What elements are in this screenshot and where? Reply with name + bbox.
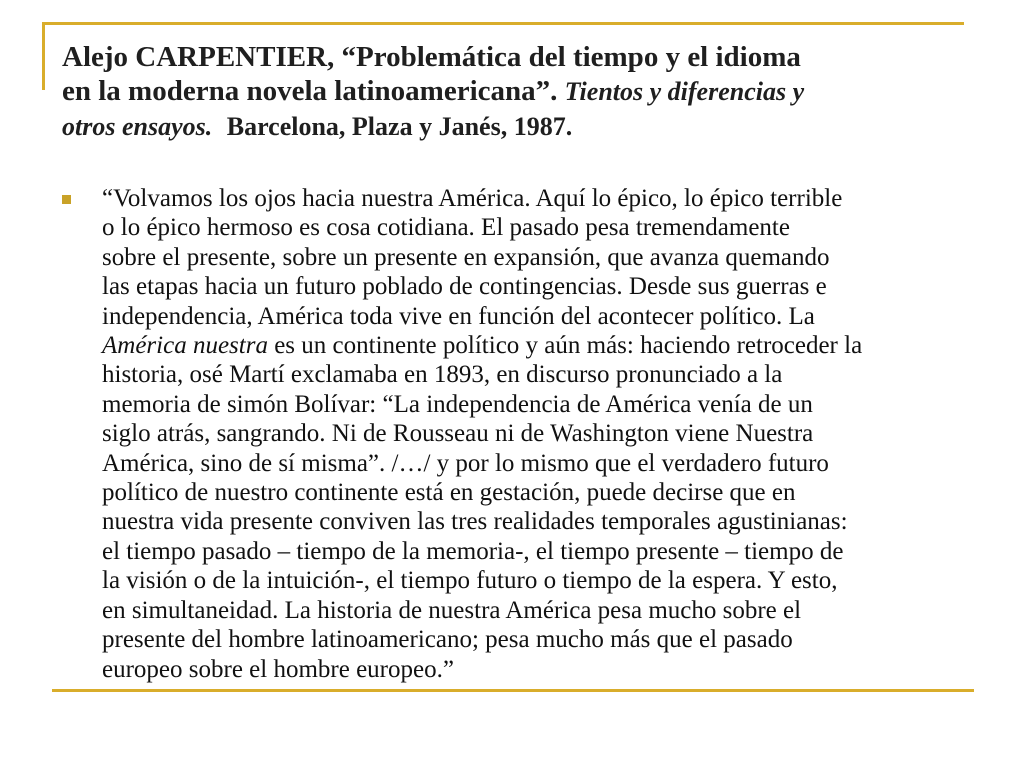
quote-line: las etapas hacia un futuro poblado de contingencias. Desde sus guerras e <box>102 273 827 301</box>
top-decorative-rule <box>42 22 964 25</box>
title-book-title-start: Tientos y diferencias y <box>564 77 805 106</box>
quote-line: historia, osé Martí exclamaba en 1893, en discurso pronunciado a la <box>102 361 783 389</box>
quote-line: América, sino de sí misma”. /…/ y por lo mismo que el verdadero futuro <box>102 449 829 477</box>
bottom-decorative-rule <box>52 689 974 692</box>
quote-line: sobre el presente, sobre un presente en expansión, que avanza quemando <box>102 243 830 271</box>
quote-line: el tiempo pasado – tiempo de la memoria-, el tiempo presente – tiempo de <box>102 537 844 565</box>
quote-line: memoria de simón Bolívar: “La independencia de América venía de un <box>102 390 813 418</box>
quote-line: en simultaneidad. La historia de nuestra América pesa mucho sobre el <box>102 596 802 624</box>
title-book-title-end: otros ensayos. <box>62 112 213 141</box>
title-line-1: Alejo CARPENTIER, “Problemática del tiempo y el idioma <box>62 41 801 73</box>
quote-line: siglo atrás, sangrando. Ni de Rousseau ni de Washington viene Nuestra <box>102 420 814 448</box>
slide-title <box>62 40 962 144</box>
quote-line: presente del hombre latinoamericano; pesa mucho más que el pasado <box>102 626 793 654</box>
quote-line-with-italic <box>102 331 982 360</box>
quote-line: nuestra vida presente conviven las tres realidades temporales agustinianas: <box>102 508 848 536</box>
left-decorative-rule <box>42 22 45 90</box>
quote-line: político de nuestro continente está en gestación, puede decirse que en <box>102 479 796 507</box>
quote-paragraph <box>102 184 982 684</box>
quote-line: “Volvamos los ojos hacia nuestra América. Aquí lo épico, lo épico terrible <box>102 185 843 212</box>
quote-line-rest: es un continente político y aún más: haciendo retroceder la <box>274 332 863 360</box>
quote-line: o lo épico hermoso es cosa cotidiana. El pasado pesa tremendamente <box>102 214 790 242</box>
title-line-2 <box>62 74 962 109</box>
quote-italic-phrase: América nuestra <box>102 332 268 360</box>
title-publisher: Barcelona, Plaza y Janés, 1987. <box>226 112 573 141</box>
title-article-end: en la moderna novela latinoamericana”. <box>62 75 558 107</box>
title-line-3 <box>62 109 962 144</box>
quote-line: europeo sobre el hombre europeo.” <box>102 655 454 683</box>
quote-line: la visión o de la intuición-, el tiempo futuro o tiempo de la espera. Y esto, <box>102 567 838 595</box>
quote-line: independencia, América toda vive en función del acontecer político. La <box>102 302 815 330</box>
bullet-square-icon <box>62 195 71 204</box>
